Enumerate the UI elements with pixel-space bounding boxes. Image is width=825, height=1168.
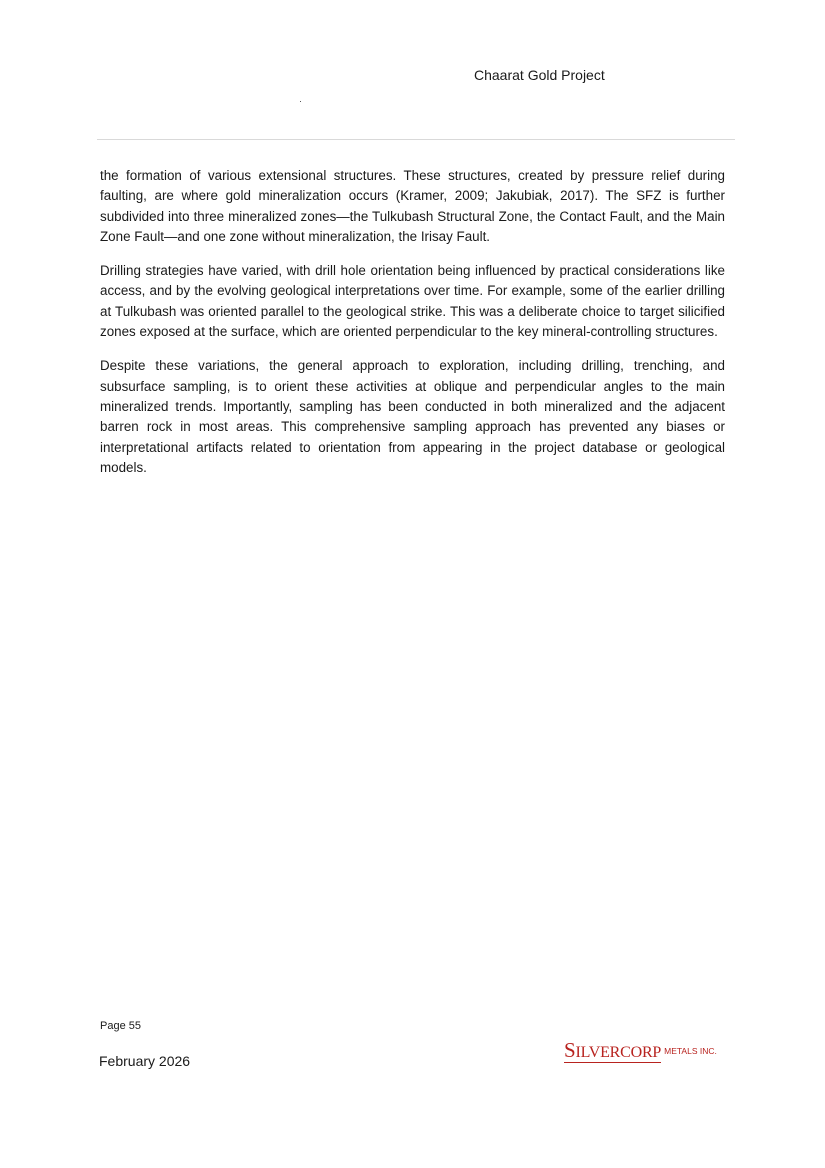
header-dot-mark bbox=[300, 101, 301, 102]
document-header-title: Chaarat Gold Project bbox=[474, 67, 605, 83]
logo-wordmark bbox=[564, 1040, 661, 1063]
footer-date: February 2026 bbox=[99, 1053, 191, 1069]
body-paragraph: the formation of various extensional structures. These structures, created by pressure relief during faulting, are where gold mineralization occurs (Kramer, 2009; Jakubiak, 2017). The SFZ is further subdivided into three mineralized zones—the Tulkubash Structural Zone, the Contact Fault, and the Main Zone Fault—and one zone without mineralization, the Irisay Fault. bbox=[100, 168, 725, 244]
document-body bbox=[100, 166, 725, 492]
page-number: Page 55 bbox=[100, 1020, 141, 1032]
header-divider bbox=[97, 139, 735, 140]
body-paragraph: Drilling strategies have varied, with drill hole orientation being influenced by practical considerations like access, and by the evolving geological interpretations over time. For example, some of the earlier drilling at Tulkubash was oriented parallel to the geological strike. This was a deliberate choice to target silicified zones exposed at the surface, which are oriented perpendicular to the key mineral-controlling structures. bbox=[100, 263, 725, 340]
logo-main-text: ILVERCORP bbox=[575, 1044, 662, 1061]
logo-subtext: METALS INC. bbox=[664, 1046, 717, 1056]
silvercorp-logo bbox=[564, 1040, 717, 1063]
logo-initial: S bbox=[564, 1038, 576, 1062]
body-paragraph: Despite these variations, the general approach to exploration, including drilling, trenching, and subsurface sampling, is to orient these activities at oblique and perpendicular angles to the main mineralized trends. Importantly, sampling has been conducted in both mineralized and the adjacent barren rock in most areas. This comprehensive sampling approach has prevented any biases or interpretational artifacts related to orientation from appearing in the project database or geological models. bbox=[100, 358, 725, 475]
